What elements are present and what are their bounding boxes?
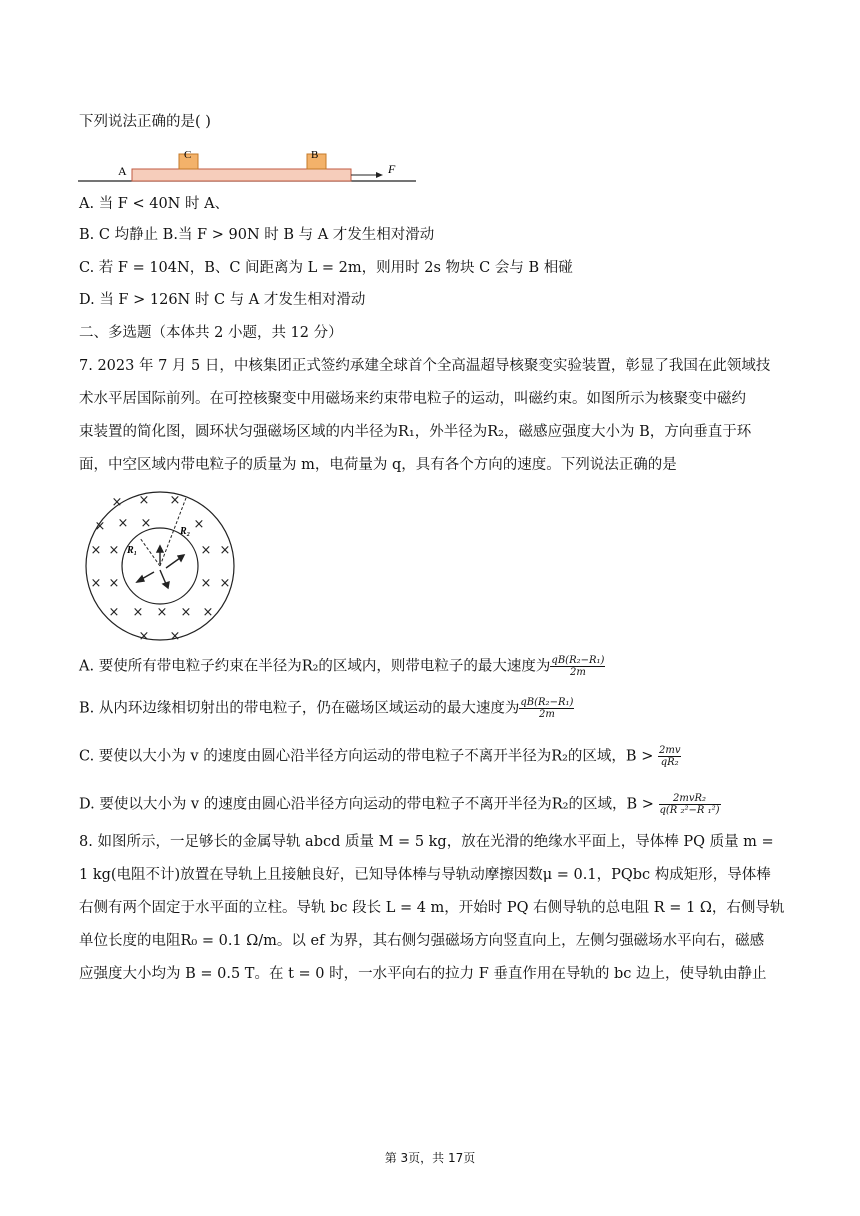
- svg-text:×: ×: [111, 495, 123, 510]
- q6-intro: 下列说法正确的是( ): [79, 114, 211, 130]
- label-r1: R₁: [127, 545, 138, 556]
- svg-text:×: ×: [108, 543, 120, 558]
- svg-text:×: ×: [117, 516, 129, 531]
- label-a: A: [118, 164, 127, 178]
- svg-text:×: ×: [200, 576, 212, 591]
- q6-option-c: C. 若 F = 104N，B、C 间距离为 L = 2m，则用时 2s 物块 C 会与 B 相碰: [79, 260, 573, 276]
- q6-block-figure: [78, 148, 423, 188]
- q7-option-a: A. 要使所有带电粒子约束在半径为R₂的区域内，则带电粒子的最大速度为 $\frac{\text{qB(R₂−R₁)}}{2m}$: [79, 655, 605, 678]
- q8-line-2: 1 kg(电阻不计)放置在导轨上且接触良好，已知导体棒与导轨动摩擦因数μ = 0.1，PQbc 构成矩形，导体棒: [79, 867, 771, 883]
- svg-text:×: ×: [108, 576, 120, 591]
- label-b: B: [311, 149, 319, 162]
- svg-text:×: ×: [219, 543, 231, 558]
- q7-line-1: 7. 2023 年 7 月 5 日，中核集团正式签约承建全球首个全高温超导核聚变实验装置，彰显了我国在此领域技: [79, 358, 771, 374]
- svg-text:×: ×: [200, 543, 212, 558]
- svg-text:×: ×: [193, 517, 205, 532]
- label-f: F: [388, 162, 396, 176]
- q7-magnetic-ring-figure: [80, 488, 240, 646]
- q6-option-b: B. C 均静止 B.当 F > 90N 时 B 与 A 才发生相对滑动: [79, 227, 435, 243]
- svg-text:×: ×: [94, 519, 106, 534]
- svg-text:×: ×: [138, 493, 150, 508]
- label-c: C: [184, 149, 192, 162]
- svg-text:×: ×: [132, 605, 144, 620]
- svg-text:×: ×: [138, 629, 150, 644]
- q6-option-d: D. 当 F > 126N 时 C 与 A 才发生相对滑动: [79, 292, 366, 308]
- q7-option-b: B. 从内环边缘相切射出的带电粒子，仍在磁场区域运动的最大速度为 $\frac{\text{qB(R₂−R₁)}}{2m}$: [79, 697, 574, 720]
- velocity-arrows: [137, 546, 184, 588]
- q7-line-4: 面，中空区域内带电粒子的质量为 m，电荷量为 q，具有各个方向的速度。下列说法正确的是: [79, 457, 677, 473]
- force-arrow-head: [376, 172, 383, 178]
- svg-text:×: ×: [108, 605, 120, 620]
- svg-text:×: ×: [140, 516, 152, 531]
- page-footer: 第 3页，共 17页: [384, 1151, 476, 1165]
- q7-option-d: D. 要使以大小为 v 的速度由圆心沿半径方向运动的带电粒子不离开半径为R₂的区域，B > $\frac{\text{2mvR₂}}{\text{q(R ₂²−R ₁²)}}$: [79, 793, 720, 816]
- svg-text:×: ×: [90, 543, 102, 558]
- svg-text:×: ×: [219, 576, 231, 591]
- svg-text:×: ×: [180, 605, 192, 620]
- q6-option-a: A. 当 F < 40N 时 A、: [79, 196, 230, 212]
- q7-line-3: 束装置的简化图，圆环状匀强磁场区域的内半径为R₁，外半径为R₂，磁感应强度大小为 B，方向垂直于环: [79, 424, 752, 440]
- svg-text:×: ×: [169, 493, 181, 508]
- label-r2: R₂: [180, 526, 191, 537]
- q8-line-3: 右侧有两个固定于水平面的立柱。导轨 bc 段长 L = 4 m，开始时 PQ 右侧导轨的总电阻 R = 1 Ω，右侧导轨: [79, 900, 785, 916]
- q8-line-4: 单位长度的电阻R₀ = 0.1 Ω/m。以 ef 为界，其右侧匀强磁场方向竖直向上，左侧匀强磁场水平向右，磁感: [79, 933, 765, 949]
- svg-text:×: ×: [90, 576, 102, 591]
- q8-line-1: 8. 如图所示，一足够长的金属导轨 abcd 质量 M = 5 kg，放在光滑的绝缘水平面上，导体棒 PQ 质量 m =: [79, 834, 774, 850]
- q7-option-c: C. 要使以大小为 v 的速度由圆心沿半径方向运动的带电粒子不离开半径为R₂的区域，B > $\frac{2mv}{\text{qR₂}}$: [79, 745, 681, 768]
- q8-line-5: 应强度大小均为 B = 0.5 T。在 t = 0 时，一水平向右的拉力 F 垂直作用在导轨的 bc 边上，使导轨由静止: [79, 966, 767, 982]
- svg-text:×: ×: [202, 605, 214, 620]
- section-heading: 二、多选题（本体共 2 小题，共 12 分）: [79, 325, 343, 341]
- board-a: [132, 169, 351, 181]
- svg-text:×: ×: [156, 605, 168, 620]
- svg-text:×: ×: [169, 629, 181, 644]
- q7-line-2: 术水平居国际前列。在可控核聚变中用磁场来约束带电粒子的运动，叫磁约束。如图所示为核聚变中磁约: [79, 391, 746, 407]
